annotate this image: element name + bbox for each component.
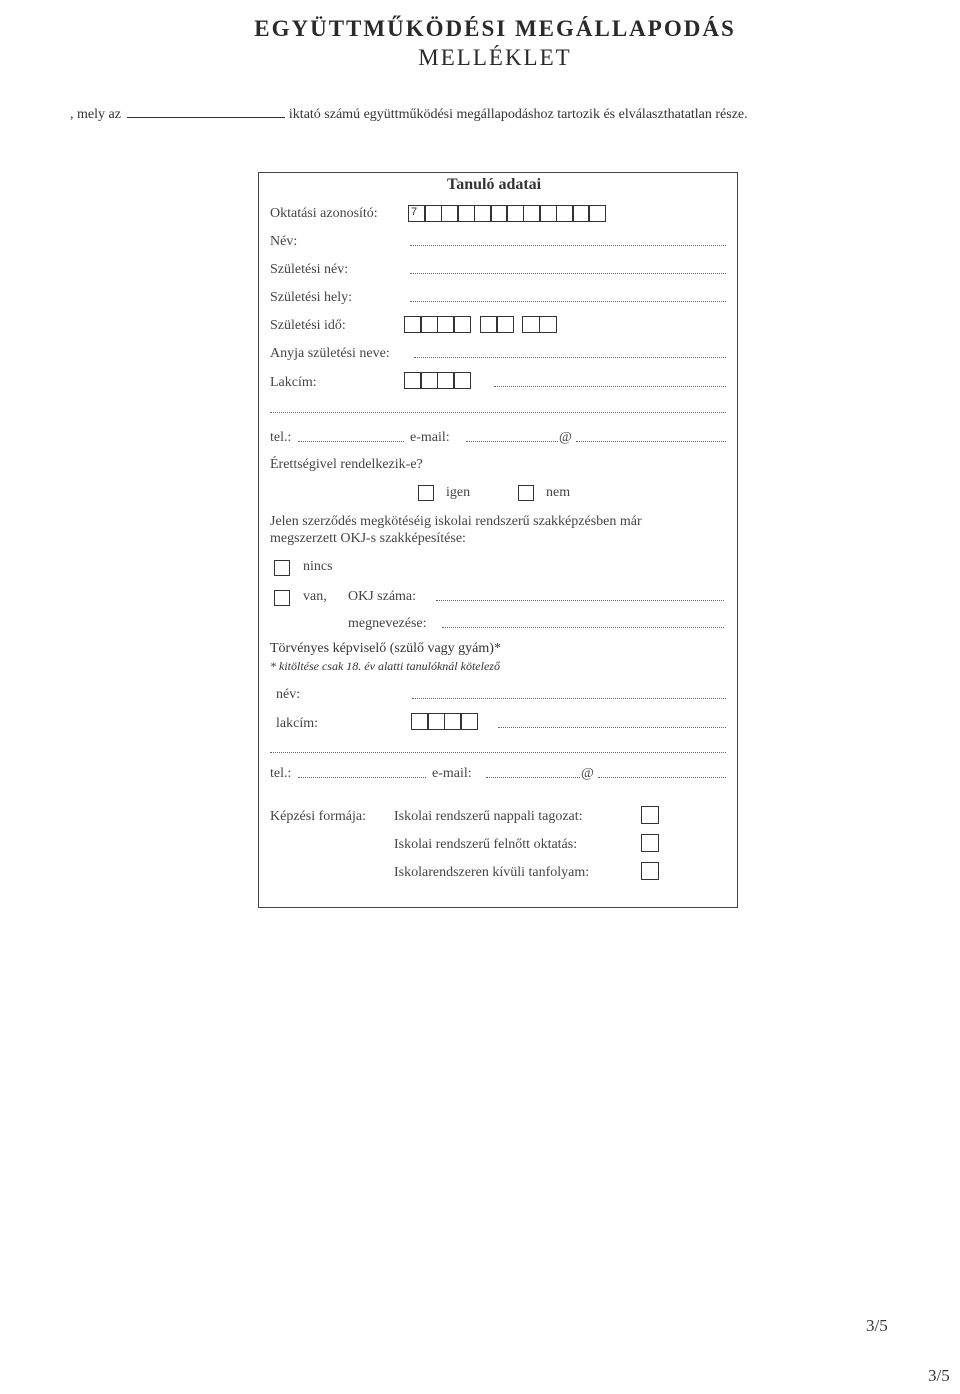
training-option-day: Iskolai rendszerű nappali tagozat: [394,809,583,824]
month-digit-box[interactable] [496,316,514,333]
guardian-address-line-2[interactable] [270,752,726,753]
guardian-postcode-digit-box[interactable] [460,713,478,730]
address-line-2[interactable] [270,412,726,413]
registry-number-field[interactable] [127,106,285,118]
training-option-adult: Iskolai rendszerű felnőtt oktatás: [394,837,578,852]
id-digit-box[interactable] [424,205,442,222]
id-digit-box[interactable] [539,205,557,222]
training-day-checkbox[interactable] [641,806,659,824]
id-digit-box[interactable] [588,205,606,222]
address-field[interactable] [494,386,726,387]
name-label: Név: [270,234,298,249]
birth-date-label: Születési idő: [270,318,346,333]
matura-yes-checkbox[interactable] [418,485,434,501]
page-number-inner: 3/5 [866,1316,888,1335]
id-digit-box[interactable] [474,205,492,222]
guardian-email-user-field[interactable] [486,777,580,778]
birth-place-label: Születési hely: [270,290,353,305]
guardian-name-label: név: [276,687,301,702]
guardian-postcode-digit-box[interactable] [411,713,429,730]
id-digit-box[interactable] [523,205,541,222]
intro-line [70,106,748,123]
tel-label: tel.: [270,430,292,445]
designation-label: megnevezése: [348,616,427,631]
guardian-email-label: e-mail: [432,766,472,781]
guardian-title: Törvényes képviselő (szülő vagy gyám)* [270,641,501,656]
postcode-digit-box[interactable] [453,372,471,389]
section-title: Tanuló adatai [447,176,542,193]
email-domain-field[interactable] [576,441,726,442]
name-field[interactable] [410,245,726,246]
id-digit-box[interactable]: 7 [408,205,426,222]
intro-suffix: iktató számú együttműködési megállapodáshoz tartozik és elválaszthatatlan része. [288,107,748,122]
month-digit-box[interactable] [480,316,498,333]
year-digit-box[interactable] [420,316,438,333]
birth-date-boxes[interactable] [404,316,555,333]
tel-field[interactable] [298,441,404,442]
id-digit-box[interactable] [506,205,524,222]
id-label: Oktatási azonosító: [270,206,378,221]
year-digit-box[interactable] [404,316,422,333]
postcode-digit-box[interactable] [420,372,438,389]
guardian-postcode-digit-box[interactable] [427,713,445,730]
postcode-digit-box[interactable] [437,372,455,389]
designation-field[interactable] [442,627,724,628]
guardian-tel-label: tel.: [270,766,292,781]
qualification-none-label: nincs [303,559,333,574]
qualification-has-checkbox[interactable] [274,590,290,606]
guardian-postcode-digit-box[interactable] [444,713,462,730]
id-digit-boxes[interactable] [408,205,605,222]
id-digit-box[interactable] [556,205,574,222]
page-number-outer: 3/5 [928,1366,950,1385]
okj-number-label: OKJ száma: [348,589,417,604]
guardian-name-field[interactable] [412,698,726,699]
training-course-checkbox[interactable] [641,862,659,880]
qualification-text-1: Jelen szerződés megkötéséig iskolai rendszerű szakképzésben már [270,514,642,529]
guardian-email-domain-field[interactable] [598,777,726,778]
day-digit-box[interactable] [539,316,557,333]
intro-prefix: , mely az [70,107,121,122]
qualification-has-label: van, [303,589,327,604]
id-digit-box[interactable] [457,205,475,222]
training-form-label: Képzési formája: [270,809,367,824]
year-digit-box[interactable] [453,316,471,333]
matura-question: Érettségivel rendelkezik-e? [270,457,423,472]
birth-name-field[interactable] [410,273,726,274]
id-digit-box[interactable] [441,205,459,222]
document-subtitle: MELLÉKLET [418,45,572,70]
guardian-postcode-boxes[interactable] [411,713,477,730]
okj-number-field[interactable] [436,600,724,601]
qualification-none-checkbox[interactable] [274,560,290,576]
id-digit-box[interactable] [572,205,590,222]
document-title: EGYÜTTMŰKÖDÉSI MEGÁLLAPODÁS [254,16,736,41]
training-adult-checkbox[interactable] [641,834,659,852]
training-option-course: Iskolarendszeren kívüli tanfolyam: [394,865,590,880]
guardian-note: * kitöltése csak 18. év alatti tanulóknál kötelező [270,659,500,673]
guardian-address-field[interactable] [498,727,726,728]
qualification-text-2: megszerzett OKJ-s szakképesítése: [270,531,466,546]
mother-name-label: Anyja születési neve: [270,346,390,361]
year-digit-box[interactable] [437,316,455,333]
postcode-digit-box[interactable] [404,372,422,389]
day-digit-box[interactable] [522,316,540,333]
birth-place-field[interactable] [410,301,726,302]
guardian-address-label: lakcím: [276,716,318,731]
email-user-field[interactable] [466,441,558,442]
birth-name-label: Születési név: [270,262,349,277]
id-digit-box[interactable] [490,205,508,222]
postcode-boxes[interactable] [404,372,470,389]
mother-name-field[interactable] [414,357,726,358]
matura-no-label: nem [546,485,571,500]
matura-yes-label: igen [446,485,471,500]
at-sign: @ [559,430,572,445]
guardian-at-sign: @ [581,766,594,781]
email-label: e-mail: [410,430,450,445]
guardian-tel-field[interactable] [298,777,426,778]
matura-no-checkbox[interactable] [518,485,534,501]
address-label: Lakcím: [270,375,317,390]
